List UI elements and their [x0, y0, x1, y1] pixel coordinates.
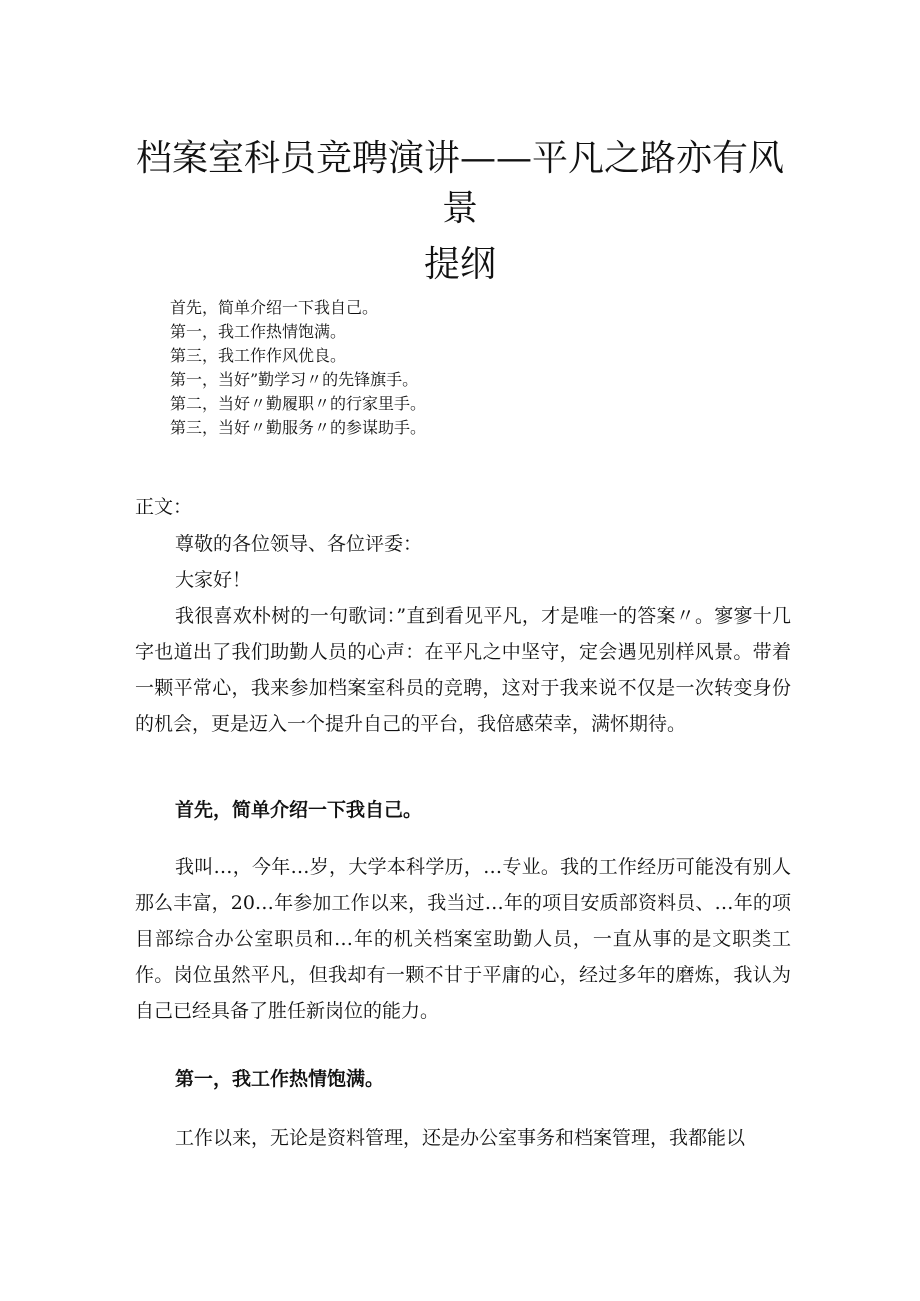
- outline-item: 首先，简单介绍一下我自己。: [170, 298, 379, 317]
- outline-list: [170, 296, 770, 440]
- greeting: 大家好！: [175, 569, 252, 591]
- intro-paragraph: 我很喜欢朴树的一句歌词：”直到看见平凡，才是唯一的答案〃。寥寥十几字也道出了我们助勤人员的心声：在平凡之中坚守，定会遇见别样风景。带着一颗平常心，我来参加档案室科员的竞聘，这对于我来说不仅是一次转变身份的机会，更是迈入一个提升自己的平台，我倍感荣幸，满怀期待。: [135, 605, 791, 735]
- section-heading: 首先，简单介绍一下我自己。: [175, 799, 423, 821]
- salutation: 尊敬的各位领导、各位评委：: [175, 533, 423, 555]
- outline-item: 第三，我工作作风优良。: [170, 346, 347, 365]
- document-title-continuation: 景: [441, 188, 478, 229]
- section-heading: 第一，我工作热情饱满。: [175, 1068, 385, 1090]
- outline-heading: 提纲: [423, 244, 496, 285]
- body-label: 正文：: [135, 496, 193, 518]
- outline-item: 第一，我工作热情饱满。: [170, 322, 347, 341]
- section-paragraph: 我叫…，今年…岁，大学本科学历，…专业。我的工作经历可能没有别人那么丰富，20…年参加工作以来，我当过…年的项目安质部资料员、…年的项目部综合办公室职员和…年的机关档案室助勤人员，一直从事的是文职类工作。岗位虽然平凡，但我却有一颗不甘于平庸的心，经过多年的磨炼，我认为自己已经具备了胜任新岗位的能力。: [135, 856, 791, 1022]
- outline-item: 第三，当好〃勤服务〃的参谋助手。: [170, 418, 427, 437]
- outline-item: 第一，当好”勤学习〃的先锋旗手。: [170, 370, 419, 389]
- outline-item: 第二，当好〃勤履职〃的行家里手。: [170, 394, 427, 413]
- document-title: 档案室科员竞聘演讲——平凡之路亦有风: [135, 138, 784, 179]
- section-paragraph: 工作以来，无论是资料管理，还是办公室事务和档案管理，我都能以: [175, 1127, 746, 1149]
